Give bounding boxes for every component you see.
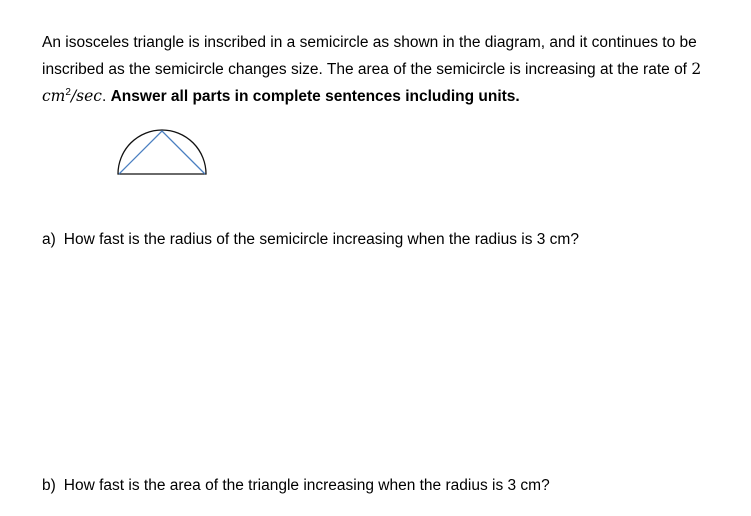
semicircle-outline xyxy=(118,130,206,174)
question-a xyxy=(42,229,579,251)
rate-unit-exponent: 2 xyxy=(65,87,71,98)
semicircle-triangle-diagram xyxy=(116,124,208,176)
rate-end: . xyxy=(101,88,107,105)
question-a-label: a) xyxy=(42,231,56,248)
problem-intro-text: An isosceles triangle is inscribed in a semicircle as shown in the diagram, and it continues to be inscribed as the semicircle changes size. The area of the semicircle is increasing at the rate of xyxy=(42,34,697,78)
problem-statement xyxy=(42,30,722,110)
question-b-text: How fast is the area of the triangle increasing when the radius is 3 cm? xyxy=(63,477,550,494)
inscribed-triangle xyxy=(119,131,205,174)
rate-unit-per: /sec xyxy=(70,87,102,105)
instruction-text: Answer all parts in complete sentences including units. xyxy=(110,88,520,105)
question-a-text: How fast is the radius of the semicircle increasing when the radius is 3 cm? xyxy=(63,231,579,248)
question-b xyxy=(42,475,550,497)
rate-number: 2 xyxy=(691,60,702,78)
rate-unit-base: cm xyxy=(42,87,66,105)
question-b-label: b) xyxy=(42,477,56,494)
